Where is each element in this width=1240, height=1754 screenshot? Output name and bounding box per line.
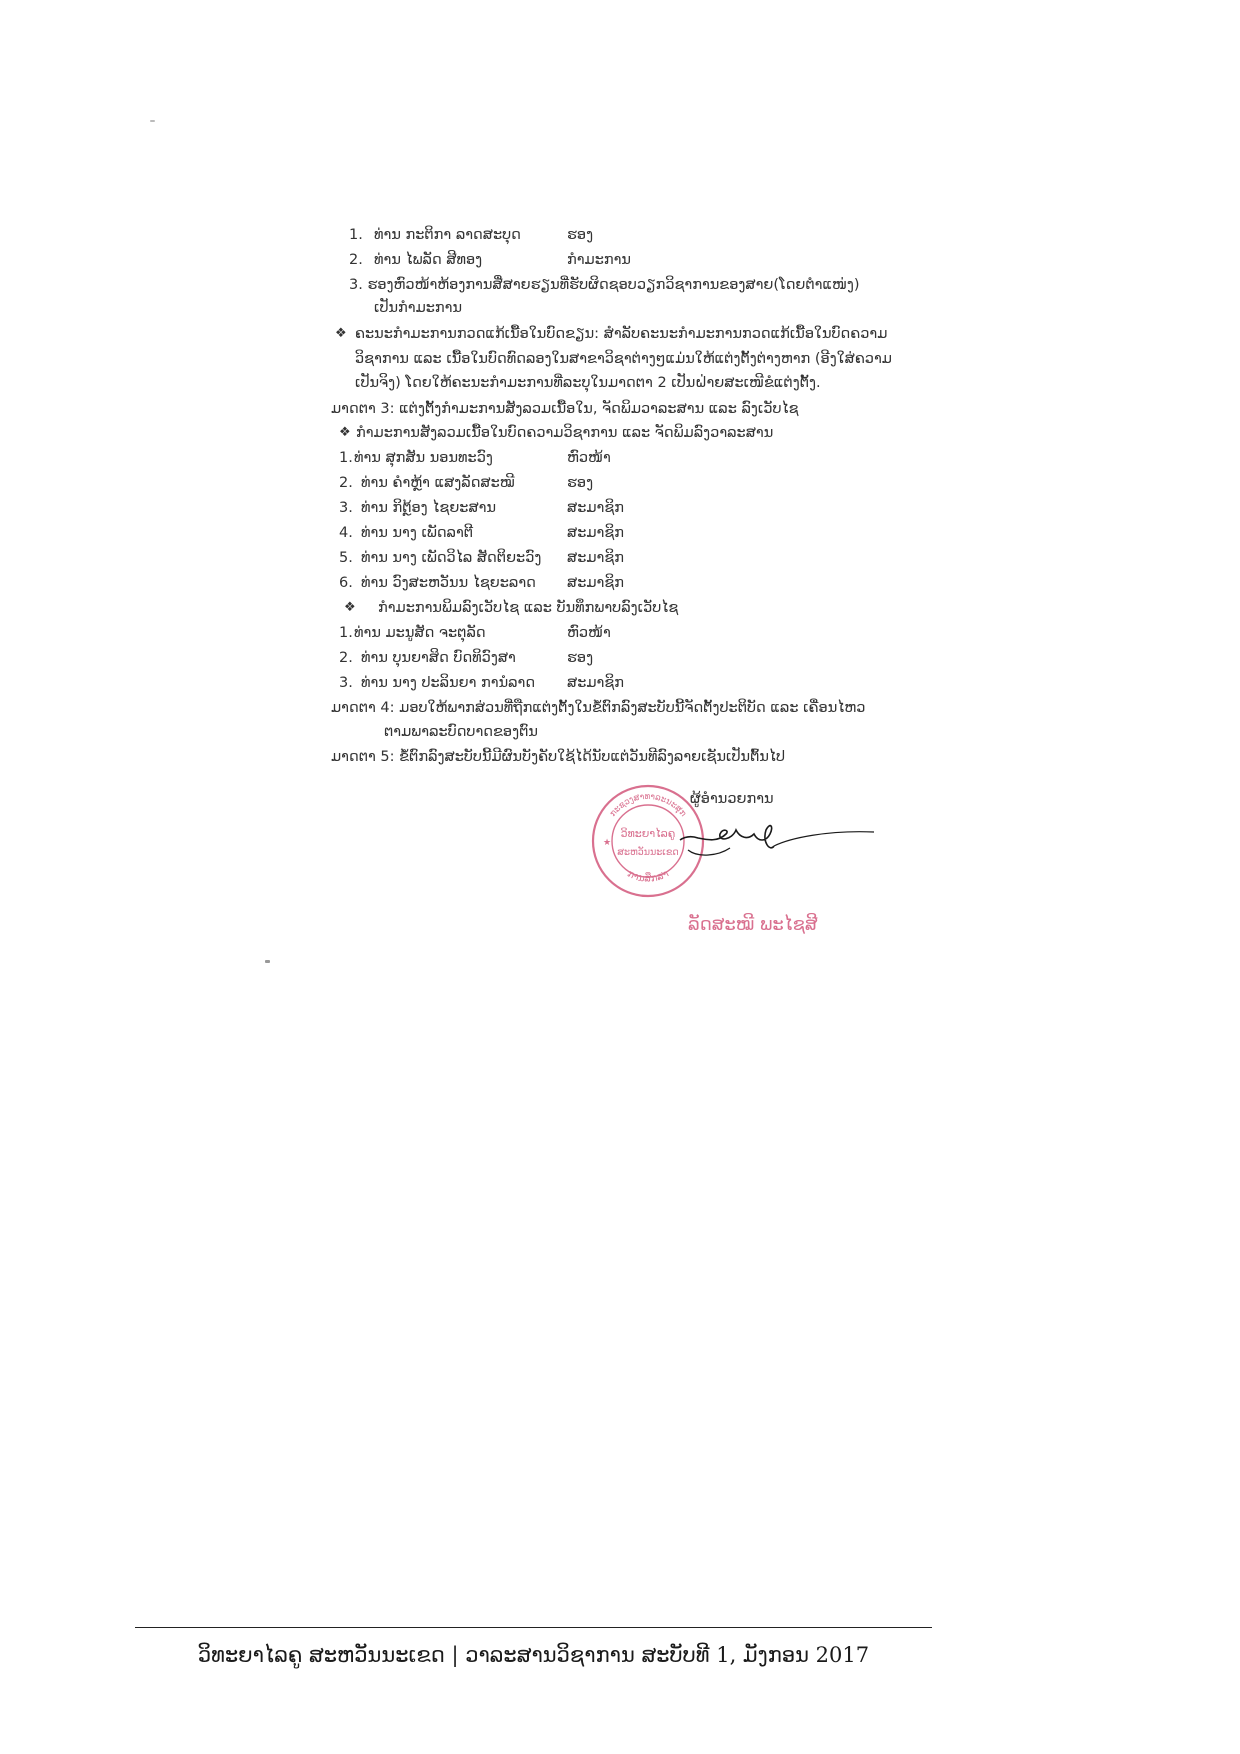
- member-name: ທ່ານ ນາງ ເພັດວິໄລ ສັດຕິຍະວົງ: [361, 550, 542, 566]
- member-role: ຮອງ: [567, 227, 594, 243]
- member-role: ສະມາຊິກ: [567, 550, 624, 566]
- paragraph-line: ຕາມພາລະບົດບາດຂອງຕົນ: [384, 724, 538, 740]
- article-heading: ມາດຕາ 4: ມອບໃຫ້ພາກສ່ວນທີ່ຖືກແຕ່ງຕັ້ງໃນຂໍ້ຕົກລົງສະບັບນີ້ຈັດຕັ້ງປະຕິບັດ ແລະ ເຄື່ອນໄຫວ: [331, 700, 866, 716]
- handwritten-signature: [678, 812, 878, 876]
- footer-divider: [135, 1627, 932, 1628]
- stamp-star-icon: ★: [603, 838, 612, 848]
- bullet-diamond-icon: ❖: [335, 326, 347, 341]
- member-role: ຫົວໜ້າ: [567, 450, 611, 466]
- member-name: ທ່ານ ນາງ ປະລິນຍາ ການໍລາດ: [361, 675, 536, 691]
- list-item-number: 3.: [339, 500, 353, 516]
- scan-speck: [265, 960, 270, 963]
- list-item-number: 1.: [349, 227, 363, 243]
- list-item-number: 1.: [339, 450, 353, 466]
- svg-text:ການສຶກສາ: [625, 868, 671, 884]
- list-item-number: 4.: [339, 525, 353, 541]
- member-role: ສະມາຊິກ: [567, 675, 624, 691]
- paragraph-line: ເປັນຈິງ) ໂດຍໃຫ້ຄະນະກຳມະການທີ່ລະບຸໃນມາດຕາ 2 ເປັນຝ່າຍສະເໜີຂໍແຕ່ງຕັ້ງ.: [355, 375, 821, 391]
- member-role: ຮອງ: [567, 475, 594, 491]
- list-item-number: 2.: [339, 650, 353, 666]
- list-item-text: ເປັນກຳມະການ: [374, 300, 463, 316]
- list-item-number: 1.: [339, 625, 353, 641]
- stamp-top-text: ກະຊວງສາທາລະນະສຸກ: [607, 791, 689, 819]
- signatory-name: ລັດສະໝີ ພະໄຊສີ: [688, 914, 818, 935]
- member-role: ສະມາຊິກ: [567, 500, 624, 516]
- member-name: ທ່ານ ສຸກສັນ ນອນທະວົງ: [354, 450, 493, 466]
- member-name: ທ່ານ ຄຳຫຼ້າ ແສງລັດສະໝີ: [361, 475, 515, 491]
- bullet-diamond-icon: ❖: [339, 425, 351, 440]
- list-item-number: 5.: [339, 550, 353, 566]
- member-role: ສະມາຊິກ: [567, 575, 624, 591]
- page-footer: ວິທະຍາໄລຄູ ສະຫວັນນະເຂດ | ວາລະສານວິຊາການ ສະບັບທີ 1, ມັງກອນ 2017: [197, 1643, 870, 1667]
- member-name: ທ່ານ ກະຕິກາ ລາດສະບຸດ: [374, 227, 521, 243]
- member-name: ທ່ານ ວົງສະຫວັນນ ໄຊຍະລາດ: [361, 575, 536, 591]
- list-item-number: 2.: [339, 475, 353, 491]
- member-name: ທ່ານ ບຸນຍາສິດ ບົດທິວົງສາ: [361, 650, 516, 666]
- member-name: ທ່ານ ມະນູສັດ ຈະຕຸລັດ: [354, 625, 486, 641]
- member-role: ຮອງ: [567, 650, 594, 666]
- list-item-number: 6.: [339, 575, 353, 591]
- list-item-number: 2.: [349, 252, 363, 268]
- paragraph-line: ວິຊາການ ແລະ ເນື້ອໃນບົດທົດລອງໃນສາຂາວິຊາຕ່າງໆແມ່ນໃຫ້ແຕ່ງຕັ້ງຕ່າງຫາກ (ອີງໃສ່ຄວາມ: [355, 351, 892, 367]
- member-name: ທ່ານ ກິຕຼ້ອງ ໄຊຍະສານ: [361, 500, 497, 516]
- article-heading: ມາດຕາ 5: ຂໍ້ຕົກລົງສະບັບນີ້ມີຜົນບັງຄັບໃຊ້ໄດ້ນັບແຕ່ວັນທີລົງລາຍເຊັນເປັນຕົ້ນໄປ: [331, 749, 786, 765]
- member-role: ສະມາຊິກ: [567, 525, 624, 541]
- member-role: ຫົວໜ້າ: [567, 625, 611, 641]
- article-heading: ມາດຕາ 3: ແຕ່ງຕັ້ງກຳມະການສັງລວມເນື້ອໃນ, ຈັດພິມວາລະສານ ແລະ ລົງເວັບໄຊ: [331, 401, 799, 417]
- stamp-bottom-text: ການສຶກສາ: [625, 868, 671, 885]
- section-heading: ກຳມະການສັງລວມເນື້ອໃນບົດຄວາມວິຊາການ ແລະ ຈັດພິມລົງວາລະສານ: [356, 425, 774, 441]
- section-heading: ກຳມະການພິມລົງເວັບໄຊ ແລະ ບັນທຶກພາບລົງເວັບໄຊ: [378, 600, 679, 616]
- member-name: ທ່ານ ໄພລັດ ສີທອງ: [374, 252, 483, 268]
- member-name: ທ່ານ ນາງ ເພັດລາຕີ: [361, 525, 474, 541]
- scan-speck: [150, 120, 155, 122]
- member-role: ກຳມະການ: [567, 252, 631, 268]
- bullet-diamond-icon: ❖: [344, 600, 356, 615]
- signatory-title: ຜູ້ອຳນວຍການ: [690, 791, 774, 807]
- list-item-text: 3. ຮອງຫົວໜ້າຫ້ອງການສື່ສາຍຮຽນທີ່ຮັບຜິດຊອບວຽກວິຊາການຂອງສາຍ(ໂດຍຕຳແໜ່ງ): [349, 277, 860, 293]
- list-item-number: 3.: [339, 675, 353, 691]
- stamp-middle-text: ວິທະຍາໄລຄູ: [620, 827, 676, 840]
- paragraph-line: ຄະນະກຳມະການກວດແກ້ເນື້ອໃນບົດຂຽນ: ສຳລັບຄະນະກຳມະການກວດແກ້ເນື້ອໃນບົດຄວາມ: [355, 326, 888, 342]
- stamp-middle-text: ສະຫວັນນະເຂດ: [617, 847, 679, 858]
